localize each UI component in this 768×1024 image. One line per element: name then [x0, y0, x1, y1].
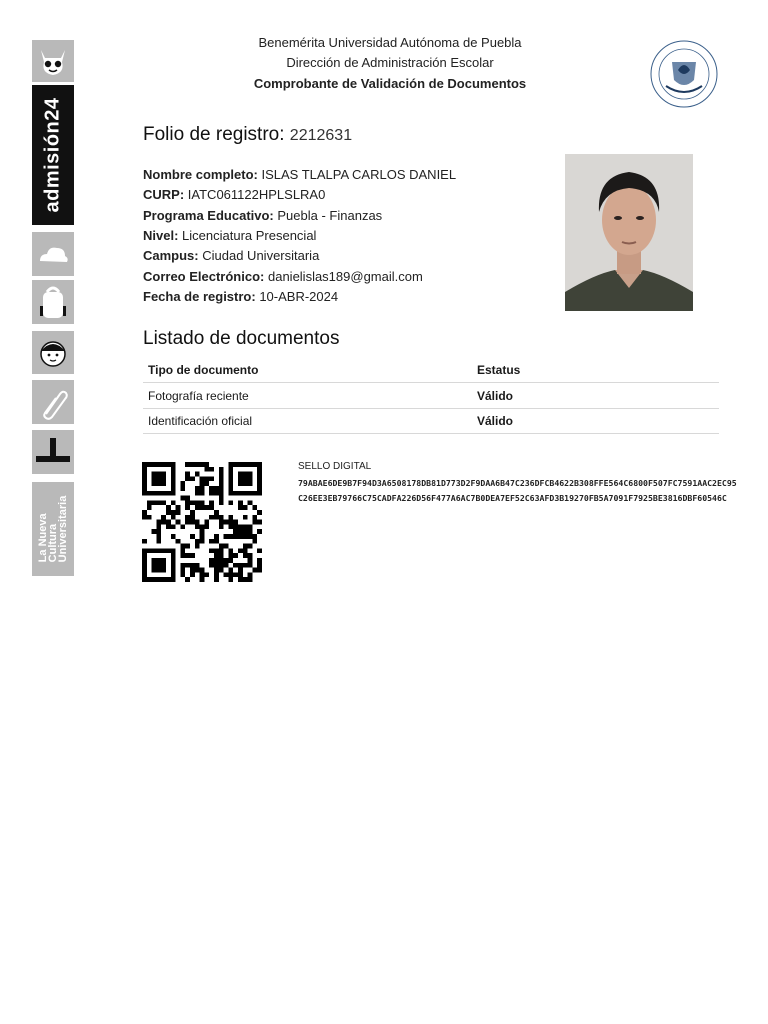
- info-curp: [143, 187, 325, 202]
- info-campus: [143, 248, 319, 263]
- slogan-line: La Nueva: [37, 513, 49, 563]
- info-registration-date: [143, 289, 338, 304]
- table-row: [143, 408, 719, 434]
- info-label: Nivel:: [143, 228, 179, 243]
- info-value: IATC061122HPLSLRA0: [187, 187, 326, 202]
- cat-logo-icon: [32, 40, 74, 82]
- info-label: Fecha de registro:: [143, 289, 256, 304]
- document-type: Fotografía reciente: [148, 389, 249, 403]
- lamp-icon: [32, 430, 74, 474]
- info-value: Ciudad Universitaria: [202, 248, 320, 263]
- info-value: ISLAS TLALPA CARLOS DANIEL: [261, 167, 457, 182]
- qr-code-icon: [142, 461, 262, 583]
- info-full-name: [143, 167, 456, 182]
- admision-logo: [32, 85, 74, 225]
- info-label: Correo Electrónico:: [143, 269, 265, 284]
- header-status: Estatus: [477, 363, 521, 377]
- brand-text: admisión24: [41, 97, 64, 213]
- cloud-icon: [32, 232, 74, 276]
- info-email: [143, 269, 423, 284]
- document-title: Comprobante de Validación de Documentos: [253, 76, 527, 91]
- info-value: 10-ABR-2024: [259, 289, 339, 304]
- info-program: [143, 208, 382, 223]
- university-name: Benemérita Universidad Autónoma de Puebla: [258, 35, 522, 50]
- info-value: Puebla - Finanzas: [277, 208, 383, 223]
- info-label: Programa Educativo:: [143, 208, 274, 223]
- info-label: CURP:: [143, 187, 185, 202]
- document-status: Válido: [477, 389, 514, 403]
- table-row: [143, 383, 719, 409]
- folio-label: Folio de registro:: [143, 124, 285, 145]
- slogan-line: Cultura: [47, 523, 59, 563]
- paperclip-icon: [32, 380, 74, 424]
- document-status: Válido: [477, 414, 514, 428]
- applicant-photo: [565, 154, 693, 311]
- info-level: [143, 228, 316, 243]
- info-label: Campus:: [143, 248, 199, 263]
- university-seal-icon: [650, 40, 718, 108]
- folio: [143, 124, 352, 146]
- info-label: Nombre completo:: [143, 167, 258, 182]
- department-name: Dirección de Administración Escolar: [286, 55, 494, 70]
- backpack-icon: [32, 280, 74, 324]
- info-value: Licenciatura Presencial: [182, 228, 317, 243]
- info-value: danielislas189@gmail.com: [267, 269, 423, 284]
- documents-title: Listado de documentos: [143, 328, 340, 349]
- slogan-line: Universitaria: [57, 495, 69, 563]
- slogan-tile: [32, 482, 74, 576]
- digital-seal-value: 79ABAE6DE9B7F94D3A6508178DB81D773D2F9DAA6B47C236DFCB4622B308FFE564C6800F507FC7591AAC2EC95C26EE3EB79766C75CADFA226D56F477A6AC7B0DEA7EF52C63AFD3B19270FB5A7091F7925BE3816DBF60546C: [298, 478, 737, 503]
- document-type: Identificación oficial: [148, 414, 253, 428]
- digital-seal-label: SELLO DIGITAL: [298, 461, 372, 472]
- table-header: [143, 357, 719, 383]
- slogan-text: [38, 496, 68, 563]
- header-document-type: Tipo de documento: [148, 363, 259, 377]
- student-face-icon: [32, 331, 74, 374]
- folio-number: 2212631: [289, 127, 353, 144]
